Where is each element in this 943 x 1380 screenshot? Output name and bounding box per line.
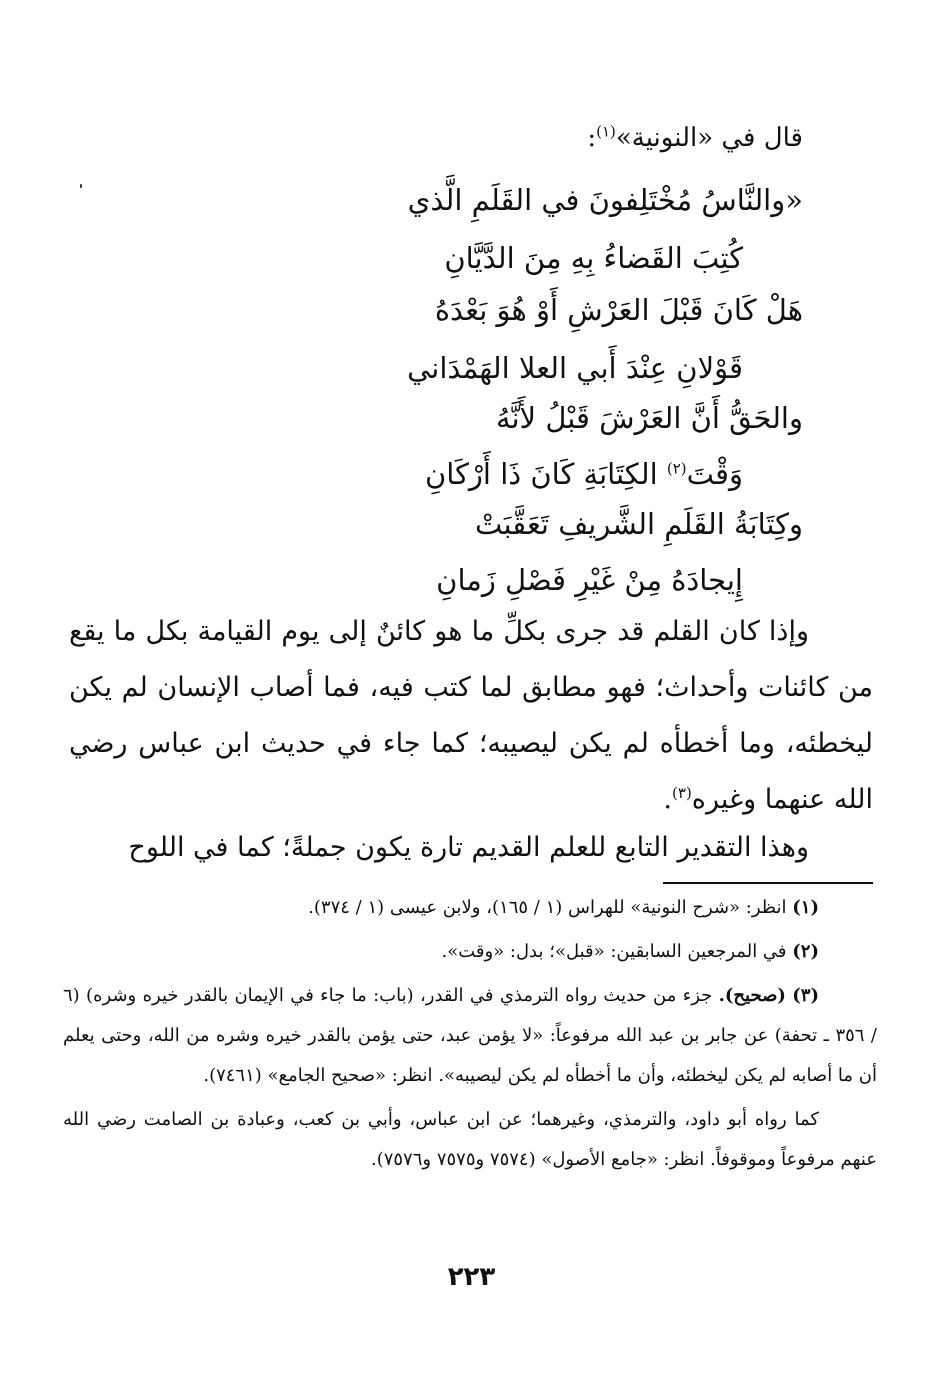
footnote-2-text: في المرجعين السابقين: «قبل»؛ بدل: «وقت». <box>441 941 787 962</box>
body-paragraph-2: وهذا التقدير التابع للعلم القديم تارة يكون جملةً؛ كما في اللوح <box>128 832 809 863</box>
intro-note-marker: (١) <box>596 122 616 141</box>
verse-3-note-marker: (٢) <box>666 459 687 478</box>
scan-speck <box>80 184 82 188</box>
footnote-3 <box>63 976 877 1096</box>
footnote-2 <box>63 932 877 972</box>
footnote-2-ref: (٢) <box>792 941 819 962</box>
verse-1-second-hemistich: كُتِبَ القَضاءُ بِهِ مِنَ الدَّيَّانِ <box>444 241 743 275</box>
footnote-3-text: جزء من حديث رواه الترمذي في القدر، (باب: ما جاء في الإيمان بالقدر خيره وشره) (٦ / ٣٥٦ ـ تحفة) عن جابر بن عبد الله مرفوعاً: «لا يؤمن عبد، حتى يؤمن بالقدر خيره وشره من الله، وحتى يعلم أن ما أصابه لم يكن ليخطئه، وأن ما أخطأه لم يكن ليصيبه». انظر: «صحيح الجامع» (٧٤٦١). <box>63 985 877 1086</box>
footnote-3-ref: (٣) <box>792 985 819 1006</box>
intro-text: قال في «النونية» <box>615 123 803 153</box>
body-paragraph-1 <box>69 604 873 828</box>
page-number: ٢٢٣ <box>447 1262 496 1292</box>
verse-1-first-hemistich: «والنَّاسُ مُخْتَلِفونَ في القَلَمِ الَّذي <box>407 183 803 217</box>
footnote-1-ref: (١) <box>792 897 819 918</box>
footnote-3-continuation: كما رواه أبو داود، والترمذي، وغيرهما؛ عن ابن عباس، وأبي بن كعب، وعبادة بن الصامت رضي الله عنهم مرفوعاً وموقوفاً. انظر: «جامع الأصول» (٧٥٧٤ و٧٥٧٥ و٧٥٧٦). <box>63 1109 877 1170</box>
verse-2-first-hemistich: هَلْ كَانَ قَبْلَ العَرْشِ أَوْ هُوَ بَعْدَهُ <box>434 293 803 327</box>
paragraph-1-note-marker: (٣) <box>672 784 692 802</box>
verse-4-second-hemistich: إِيجادَهُ مِنْ غَيْرِ فَصْلِ زَمانِ <box>436 563 743 597</box>
verse-3-first-hemistich: والحَقُّ أَنَّ العَرْشَ قَبْلُ لأَنَّهُ <box>495 401 803 435</box>
intro-suffix: : <box>587 123 597 153</box>
footnotes-section <box>63 888 877 1180</box>
footnote-3-grade: (صحيح). <box>718 985 786 1006</box>
poem-intro <box>123 118 803 158</box>
verse-2-second-hemistich: قَوْلانِ عِنْدَ أَبي العلا الهَمْدَاني <box>407 351 743 385</box>
verse-3-second-hemistich <box>103 452 743 496</box>
footnote-1-text: انظر: «شرح النونية» للهراس (١ / ١٦٥)، ولابن عيسى (١ / ٣٧٤). <box>308 897 787 918</box>
paragraph-1-end: . <box>663 784 673 815</box>
footnote-separator <box>663 882 873 884</box>
verse-4-first-hemistich: وكِتَابَةُ القَلَمِ الشَّريفِ تَعَقَّبَتْ <box>475 507 803 541</box>
verse-3-second-end: الكِتَابَةِ كَانَ ذَا أَرْكَانِ <box>424 457 667 491</box>
verse-3-second-start: وَقْتَ <box>686 457 743 491</box>
footnote-1 <box>63 888 877 928</box>
paragraph-1-text: وإذا كان القلم قد جرى بكلِّ ما هو كائنٌ إلى يوم القيامة بكل ما يقع من كائنات وأحداث؛ فهو مطابق لما كتب فيه، فما أصاب الإنسان لم يكن ليخطئه، وما أخطأه لم يكن ليصيبه؛ كما جاء في حديث ابن عباس رضي الله عنهما وغيره <box>69 616 873 815</box>
